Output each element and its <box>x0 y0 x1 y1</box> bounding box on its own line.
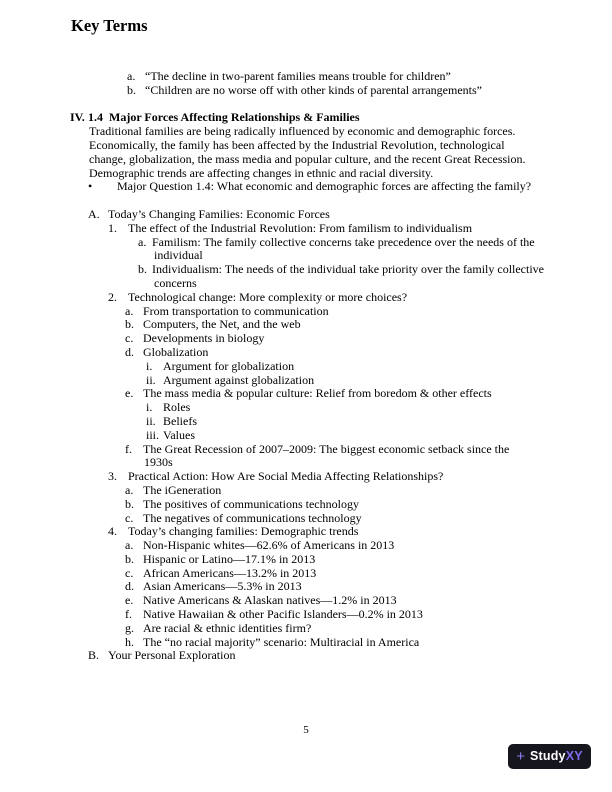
line-text: Individualism: The needs of the individual take priority over the family collective <box>152 262 545 277</box>
list-marker: a. <box>138 234 147 249</box>
doc-line <box>0 580 612 594</box>
key-terms-heading: Key Terms <box>71 16 148 35</box>
list-marker: ii. <box>146 372 156 387</box>
line-text: Globalization <box>143 344 209 359</box>
doc-line <box>0 84 612 98</box>
doc-line <box>0 484 612 498</box>
line-text: Economically, the family has been affected by the Industrial Revolution, technological <box>89 137 505 152</box>
line-text: Developments in biology <box>143 331 265 346</box>
line-text: The negatives of communications technology <box>143 510 362 525</box>
line-text: Non-Hispanic whites—62.6% of Americans in 2013 <box>143 538 395 553</box>
list-marker: A. <box>88 206 100 221</box>
line-text: Traditional families are being radically influenced by economic and demographic forces. <box>89 124 516 139</box>
line-text: individual <box>154 248 203 263</box>
line-text: Today’s Changing Families: Economic Forces <box>108 206 330 221</box>
doc-line <box>0 277 612 291</box>
doc-line <box>0 111 612 125</box>
doc-line <box>0 525 612 539</box>
list-marker: 1. <box>108 220 117 235</box>
plus-icon: + <box>516 748 525 765</box>
line-text: Hispanic or Latino—17.1% in 2013 <box>143 551 316 566</box>
blank-line <box>0 98 612 112</box>
doc-line <box>0 374 612 388</box>
list-marker: iii. <box>146 427 160 442</box>
doc-line <box>0 305 612 319</box>
brand-wordmark <box>530 750 583 763</box>
line-text: Today’s changing families: Demographic trends <box>128 524 359 539</box>
list-marker: 4. <box>108 524 117 539</box>
list-marker: b. <box>127 82 136 97</box>
doc-line <box>0 180 612 194</box>
list-marker: c. <box>125 331 134 346</box>
doc-line <box>0 360 612 374</box>
list-marker: i. <box>146 358 153 373</box>
list-marker: c. <box>125 565 134 580</box>
line-text: The mass media & popular culture: Relief from boredom & other effects <box>143 386 492 401</box>
studyxy-logo-badge <box>508 744 591 769</box>
doc-line <box>0 498 612 512</box>
doc-line <box>0 456 612 470</box>
line-text: Native Hawaiian & other Pacific Islanders—0.2% in 2013 <box>143 607 423 622</box>
line-text: Values <box>163 427 195 442</box>
line-text: Computers, the Net, and the web <box>143 317 301 332</box>
doc-line <box>0 567 612 581</box>
doc-line <box>0 636 612 650</box>
doc-line <box>0 167 612 181</box>
list-marker: e. <box>125 593 134 608</box>
line-text: 1.4 Major Forces Affecting Relationships & Families <box>88 110 360 125</box>
doc-line <box>0 553 612 567</box>
doc-line <box>0 263 612 277</box>
list-marker: a. <box>125 538 134 553</box>
outline-content <box>0 70 612 663</box>
list-marker: b. <box>125 551 134 566</box>
doc-line <box>0 415 612 429</box>
list-marker: b. <box>125 317 134 332</box>
brand-primary-text: Study <box>529 749 566 764</box>
blank-line <box>0 194 612 208</box>
line-text: The effect of the Industrial Revolution: From familism to individualism <box>128 220 473 235</box>
line-text: concerns <box>154 275 197 290</box>
line-text: Roles <box>163 400 191 415</box>
line-text: The Great Recession of 2007–2009: The biggest economic setback since the <box>143 441 510 456</box>
list-marker: • <box>88 179 93 194</box>
brand-accent-text: XY <box>565 749 583 764</box>
list-marker: a. <box>125 303 134 318</box>
doc-line <box>0 594 612 608</box>
doc-line <box>0 429 612 443</box>
line-text: Demographic trends are affecting changes in ethnic and racial diversity. <box>89 165 434 180</box>
doc-line <box>0 249 612 263</box>
list-marker: f. <box>125 441 132 456</box>
line-text: Familism: The family collective concerns take precedence over the needs of the <box>152 234 535 249</box>
line-text: 1930s <box>144 455 173 470</box>
line-text: The iGeneration <box>143 482 222 497</box>
list-marker: a. <box>127 69 136 83</box>
doc-line <box>0 443 612 457</box>
doc-line <box>0 139 612 153</box>
doc-line <box>0 70 612 84</box>
line-text: Technological change: More complexity or more choices? <box>128 289 408 304</box>
list-marker: c. <box>125 510 134 525</box>
line-text: Are racial & ethnic identities firm? <box>143 620 312 635</box>
line-text: Argument for globalization <box>163 358 295 373</box>
line-text: Practical Action: How Are Social Media Affecting Relationships? <box>128 469 444 484</box>
doc-line <box>0 401 612 415</box>
doc-line <box>0 649 612 663</box>
line-text: African Americans—13.2% in 2013 <box>143 565 317 580</box>
list-marker: ii. <box>146 413 156 428</box>
list-marker: i. <box>146 400 153 415</box>
list-marker: e. <box>125 386 134 401</box>
list-marker: g. <box>125 620 134 635</box>
doc-line <box>0 512 612 526</box>
line-text: The positives of communications technology <box>143 496 359 511</box>
doc-line <box>0 470 612 484</box>
doc-line <box>0 539 612 553</box>
line-text: “The decline in two-parent families means trouble for children” <box>145 69 451 83</box>
line-text: Asian Americans—5.3% in 2013 <box>143 579 302 594</box>
line-text: Beliefs <box>163 413 197 428</box>
doc-line <box>0 622 612 636</box>
line-text: Major Question 1.4: What economic and demographic forces are affecting the family? <box>117 179 532 194</box>
line-text: From transportation to communication <box>143 303 329 318</box>
list-marker: 3. <box>108 469 117 484</box>
line-text: The “no racial majority” scenario: Multiracial in America <box>143 634 420 649</box>
doc-line <box>0 332 612 346</box>
page-number: 5 <box>303 724 309 736</box>
line-text: change, globalization, the mass media and popular culture, and the recent Great Recession. <box>89 151 526 166</box>
list-marker: B. <box>88 648 100 663</box>
list-marker: b. <box>125 496 134 511</box>
line-text: Native Americans & Alaskan natives—1.2% in 2013 <box>143 593 397 608</box>
doc-line <box>0 346 612 360</box>
list-marker: IV. <box>70 110 85 125</box>
list-marker: f. <box>125 607 132 622</box>
list-marker: a. <box>125 482 134 497</box>
line-text: Your Personal Exploration <box>108 648 236 663</box>
doc-line <box>0 318 612 332</box>
doc-line <box>0 291 612 305</box>
doc-line <box>0 153 612 167</box>
list-marker: d. <box>125 344 134 359</box>
doc-line <box>0 387 612 401</box>
doc-line <box>0 236 612 250</box>
line-text: Argument against globalization <box>163 372 315 387</box>
list-marker: b. <box>138 262 147 277</box>
list-marker: h. <box>125 634 134 649</box>
doc-line <box>0 208 612 222</box>
doc-line <box>0 608 612 622</box>
list-marker: 2. <box>108 289 117 304</box>
doc-line <box>0 222 612 236</box>
list-marker: d. <box>125 579 134 594</box>
line-text: “Children are no worse off with other kinds of parental arrangements” <box>145 82 482 97</box>
doc-line <box>0 125 612 139</box>
